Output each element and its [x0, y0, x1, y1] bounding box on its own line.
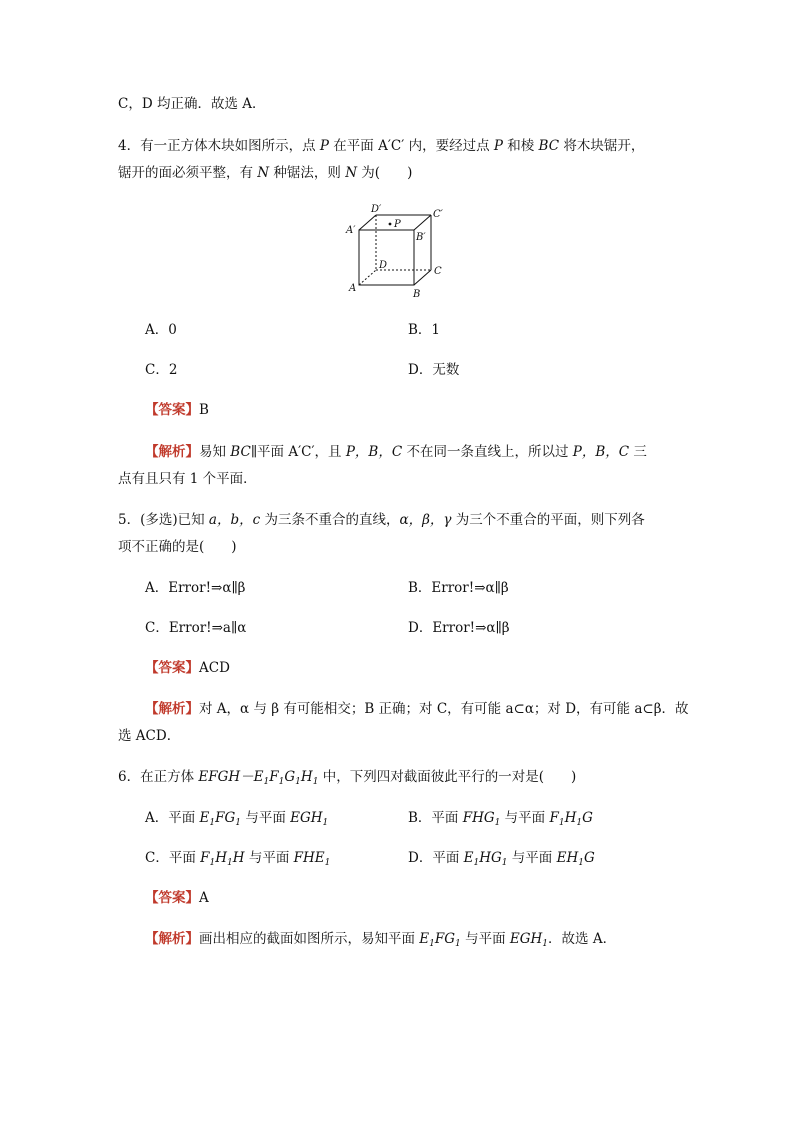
text-line: C，D 均正确．故选 A． — [118, 96, 266, 112]
label-d: D — [379, 260, 388, 271]
cube-figure — [343, 202, 451, 302]
option-d: D．Error!⇒α∥β — [408, 620, 510, 636]
answer-line: 【答案】A — [145, 890, 209, 906]
analysis-line-2: 点有且只有 1 个平面． — [118, 471, 257, 487]
option-c: C．平面 $F_1H_1H$ 与平面 $FHE_1$ — [145, 850, 331, 868]
option-d: D．无数 — [408, 362, 460, 378]
label-b-prime: B′ — [416, 232, 426, 243]
option-c: C．2 — [145, 362, 178, 378]
option-d: D．平面 $E_1HG_1$ 与平面 $EH_1G$ — [408, 850, 595, 868]
analysis-line-2: 选 ACD． — [118, 728, 181, 744]
option-c: C．Error!⇒a∥α — [145, 620, 247, 636]
analysis-tag: 【解析】 — [145, 701, 199, 717]
question-4-line-1: 4．有一正方体木块如图所示，点 P 在平面 A′C′ 内，要经过点 P 和棱 BC 将木块锯开， — [118, 138, 645, 154]
analysis-line-1: 【解析】易知 BC∥平面 A′C′，且 P，B，C 不在同一条直线上，所以过 P，B，C 三 — [145, 444, 647, 460]
analysis-tag: 【解析】 — [145, 444, 199, 460]
option-a: A．0 — [145, 322, 177, 338]
answer-line: 【答案】B — [145, 402, 209, 418]
label-a: A — [349, 283, 357, 294]
option-b: B．Error!⇒α∥β — [408, 580, 509, 596]
option-b: B．1 — [408, 322, 441, 338]
answer-tag: 【答案】 — [145, 890, 199, 906]
question-6-line-1: 6．在正方体 $EFGH-E_1F_1G_1H_1$ 中，下列四对截面彼此平行的一对是( ) — [118, 769, 577, 787]
point-p-dot — [389, 223, 392, 226]
analysis-line-1: 【解析】画出相应的截面如图所示，易知平面 $E_1FG_1$ 与平面 $EGH_1$．故选 A． — [145, 931, 617, 949]
label-c-prime: C′ — [433, 209, 443, 220]
label-b: B — [413, 289, 421, 300]
answer-line: 【答案】ACD — [145, 660, 230, 676]
answer-tag: 【答案】 — [145, 660, 199, 676]
label-a-prime: A′ — [346, 225, 356, 236]
answer-tag: 【答案】 — [145, 402, 199, 418]
option-b: B．平面 $FHG_1$ 与平面 $F_1H_1G$ — [408, 810, 593, 828]
question-4-line-2: 锯开的面必须平整，有 N 种锯法，则 N 为( ) — [118, 165, 413, 181]
label-c: C — [434, 266, 442, 277]
analysis-line-1: 【解析】对 A，α 与 β 有可能相交；B 正确；对 C，有可能 a⊂α；对 D，有可能 a⊂β．故 — [145, 701, 689, 717]
option-a: A．平面 $E_1FG_1$ 与平面 $EGH_1$ — [145, 810, 329, 828]
label-p: P — [394, 219, 401, 230]
label-d-prime: D′ — [371, 204, 382, 215]
analysis-tag: 【解析】 — [145, 931, 199, 947]
question-5-line-2: 项不正确的是( ) — [118, 539, 237, 555]
question-5-line-1: 5．(多选)已知 a，b，c 为三条不重合的直线，α，β，γ 为三个不重合的平面，则下列各 — [118, 512, 645, 528]
option-a: A．Error!⇒α∥β — [145, 580, 246, 596]
